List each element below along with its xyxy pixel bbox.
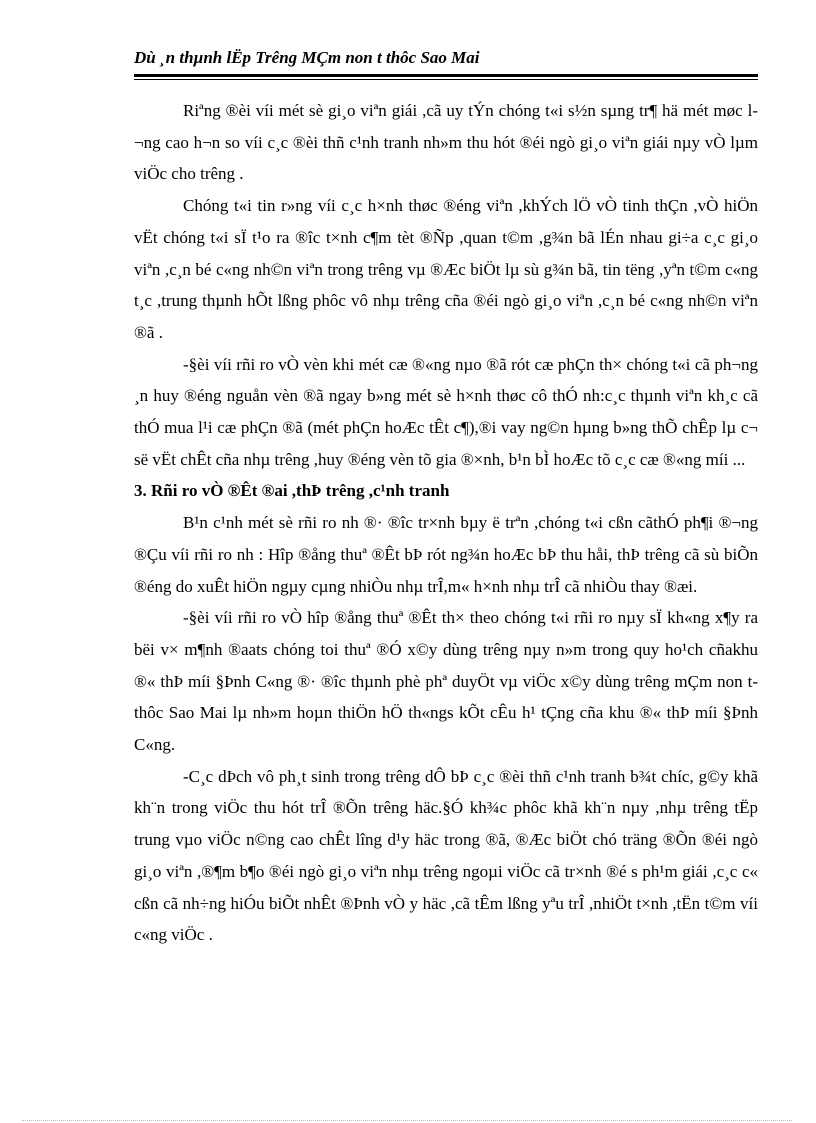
header-rule-thick	[134, 74, 758, 77]
page-header-title: Dù ¸n thµnh lËp Trêng MÇm non t thôc Sao Mai	[134, 48, 480, 67]
paragraph: Riªng ®èi víi mét sè gi¸o viªn giái ,cã uy tÝn chóng t«i s½n sµng tr¶ hä mét møc l¬ng cao h¬n so víi c¸c ®èi thñ c¹nh tranh nh»m thu hót ®éi ngò gi¸o viªn giái nµy vÒ lµm viÖc cho trêng .	[134, 101, 758, 184]
header-rule-thin	[134, 79, 758, 80]
paragraph: -C¸c dÞch vô ph¸t sinh trong trêng dÔ bÞ c¸c ®èi thñ c¹nh tranh b¾t chíc, g©y khã kh¨n trong viÖc thu hót trÎ ®Õn trêng häc.§Ó kh¾c phôc khã kh¨n nµy ,nhµ trêng tËp trung vµo viÖc n©ng cao chÊt lîng d¹y häc trong ®ã, ®Æc biÖt chó träng ®Õn ®éi ngò gi¸o viªn ,®¶m b¶o ®éi ngò gi¸o viªn nhµ trêng ngoµi viÖc cã tr×nh ®é s ph¹m giái ,c¸c c« cßn cã nh÷ng hiÓu biÕt nhÊt ®Þnh vÒ y häc ,cã tÊm lßng yªu trÎ ,nhiÖt t×nh ,tËn t©m víi c«ng viÖc .	[134, 766, 758, 945]
paragraph: -§èi víi rñi ro vÒ vèn khi mét cæ ®«ng nµo ®ã rót cæ phÇn th× chóng t«i cã ph¬ng ¸n huy ®éng nguån vèn ®ã ngay b»ng mét sè h×nh thøc cô thÓ nh:c¸c thµnh viªn kh¸c cã thÓ mua l¹i cæ phÇn ®ã (mét phÇn hoÆc tÊt c¶),®i vay ng©n hµng b»ng thÕ chÊp lµ c¬ së vËt chÊt cña nhµ trêng ,huy ®éng vèn tõ gia ®×nh, b¹n bÌ hoÆc tõ c¸c cæ ®«ng míi ...	[134, 354, 758, 469]
section-heading: 3. Rñi ro vÒ ®Êt ®ai ,thÞ trêng ,c¹nh tranh	[134, 481, 450, 501]
paragraph: -§èi víi rñi ro vÒ hîp ®ång thuª ®Êt th× theo chóng t«i rñi ro nµy sÏ kh«ng x¶y ra bëi v× m¶nh ®aats chóng toi thuª ®Ó x©y dùng trêng nµy n»m trong quy ho¹ch cñakhu ®« thÞ míi §Þnh C«ng ®· ®îc thµnh phè phª duyÖt vµ viÖc x©y dùng trêng mÇm non t thôc Sao Mai lµ nh»m hoµn thiÖn hÖ th«ngs kÕt cÊu h¹ tÇng cña khu ®« thÞ míi §Þnh C«ng.	[134, 608, 758, 755]
document-body	[134, 95, 758, 951]
paragraph: B¹n c¹nh mét sè rñi ro nh ®· ®îc tr×nh bµy ë trªn ,chóng t«i cßn cãthÓ ph¶i ®¬ng ®Çu víi rñi ro nh : Hîp ®ång thuª ®Êt bÞ rót ng¾n hoÆc bÞ thu håi, thÞ trêng cã sù biÕn ®éng do xuÊt hiÖn ngµy cµng nhiÒu nhµ trÎ,m« h×nh nhµ trÎ cã nhiÒu thay ®æi.	[134, 513, 758, 596]
page-bottom-divider	[22, 1120, 792, 1121]
paragraph: Chóng t«i tin r»ng víi c¸c h×nh thøc ®éng viªn ,khÝch lÖ vÒ tinh thÇn ,vÒ hiÖn vËt chóng t«i sÏ t¹o ra ®îc t×nh c¶m tèt ®Ñp ,quan t©m ,g¾n bã lÉn nhau gi÷a c¸c gi¸o viªn ,c¸n bé c«ng nh©n viªn trong trêng vµ ®Æc biÖt lµ sù g¾n bã, tin tëng ,yªn t©m c«ng t¸c ,trung thµnh hÕt lßng phôc vô nhµ trêng cña ®éi ngò gi¸o viªn ,c¸n bé c«ng nh©n viªn ®ã .	[134, 196, 758, 342]
